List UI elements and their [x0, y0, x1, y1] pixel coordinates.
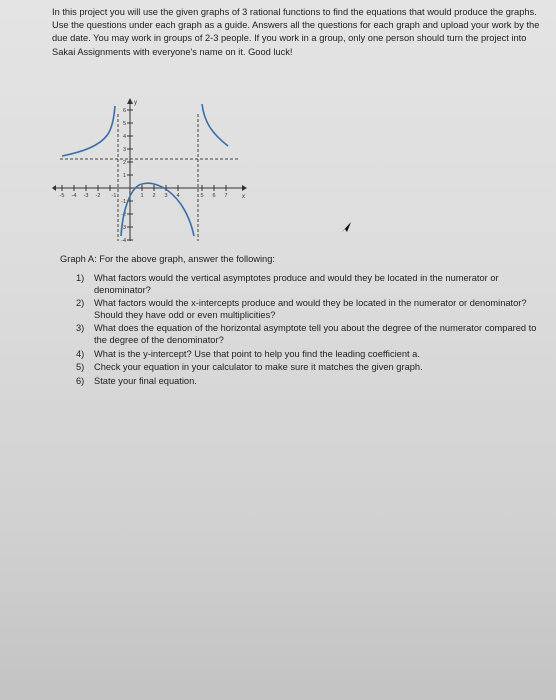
- x-axis-label: x: [242, 194, 245, 200]
- right-branch-curve: [202, 104, 228, 146]
- y-tick-label: -3: [121, 225, 126, 231]
- y-tick-label: -4: [121, 238, 126, 244]
- question-number: 3): [76, 323, 85, 334]
- y-tick-label: -1: [121, 199, 126, 205]
- y-axis-arrow: [127, 98, 133, 104]
- rational-function-graph: [52, 96, 252, 246]
- question-number: 1): [76, 273, 85, 283]
- question-item: [60, 323, 540, 346]
- y-tick-label: 3: [122, 147, 126, 153]
- question-number: 6): [76, 375, 85, 386]
- question-number: 4): [76, 348, 85, 359]
- x-tick-label: -3: [83, 193, 89, 199]
- question-text: What does the equation of the horizontal asymptote tell you about the degree of the numerator compared to the degree of the denominator?: [94, 323, 537, 345]
- instructions-paragraph: [52, 6, 542, 59]
- x-tick-label: 3: [164, 193, 168, 199]
- question-item: [60, 298, 540, 321]
- question-list: [60, 273, 540, 387]
- question-text: What factors would the vertical asymptotes produce and would they be located in the numerator or denominator?: [94, 273, 499, 295]
- question-number: 5): [76, 362, 85, 373]
- y-tick-label: -2: [121, 212, 126, 218]
- x-axis-arrow-left: [52, 185, 56, 191]
- x-tick-labels: [60, 193, 228, 199]
- y-tick-label: 2: [122, 160, 126, 166]
- question-item: [60, 376, 540, 388]
- x-tick-label: -1: [111, 193, 117, 199]
- question-text: Check your equation in your calculator to make sure it matches the given graph.: [94, 362, 423, 373]
- y-tick-label: 5: [122, 121, 126, 127]
- graph-a-heading: Graph A: For the above graph, answer the following:: [60, 254, 275, 264]
- instructions-text: In this project you will use the given graphs of 3 rational functions to find the equations that would produce the graphs. Use the questions under each graph as a guide. Answers all the questions for each graph and upload your work by the due date. You may work in groups of 2-3 people. If you work in a group, only one person should turn the project into Sakai Assignments with everyone's name on it. Good luck!: [52, 7, 540, 57]
- question-text: What is the y-intercept? Use that point to help you find the leading coefficient a.: [94, 348, 420, 359]
- graph-a-questions: [60, 253, 540, 389]
- y-axis-label: y: [134, 100, 137, 106]
- x-tick-label: 7: [224, 193, 228, 199]
- question-item: [60, 349, 540, 361]
- middle-branch-curve: [121, 183, 194, 236]
- x-axis-arrow: [242, 185, 247, 191]
- y-tick-label: 1: [122, 173, 126, 179]
- x-tick-label: -4: [71, 193, 77, 199]
- y-tick-label: 6: [122, 108, 126, 114]
- graph-svg: [52, 96, 252, 246]
- mouse-cursor-icon: [340, 220, 352, 234]
- x-tick-label: 1: [140, 193, 144, 199]
- x-tick-label: 2: [152, 193, 156, 199]
- x-tick-label: 4: [176, 193, 180, 199]
- x-tick-label: 5: [200, 193, 204, 199]
- x-tick-label: 6: [212, 193, 216, 199]
- x-tick-label: -5: [59, 193, 65, 199]
- left-branch-curve: [62, 106, 115, 156]
- question-text: State your final equation.: [94, 375, 197, 386]
- x-tick-label: -2: [95, 193, 101, 199]
- question-number: 2): [76, 298, 85, 309]
- y-tick-label: 4: [122, 134, 126, 140]
- question-text: What factors would the x-intercepts produce and would they be located in the numerator or denominator? Should they have odd or even multiplicities?: [94, 298, 527, 320]
- question-item: [60, 362, 540, 374]
- question-item: [60, 273, 540, 296]
